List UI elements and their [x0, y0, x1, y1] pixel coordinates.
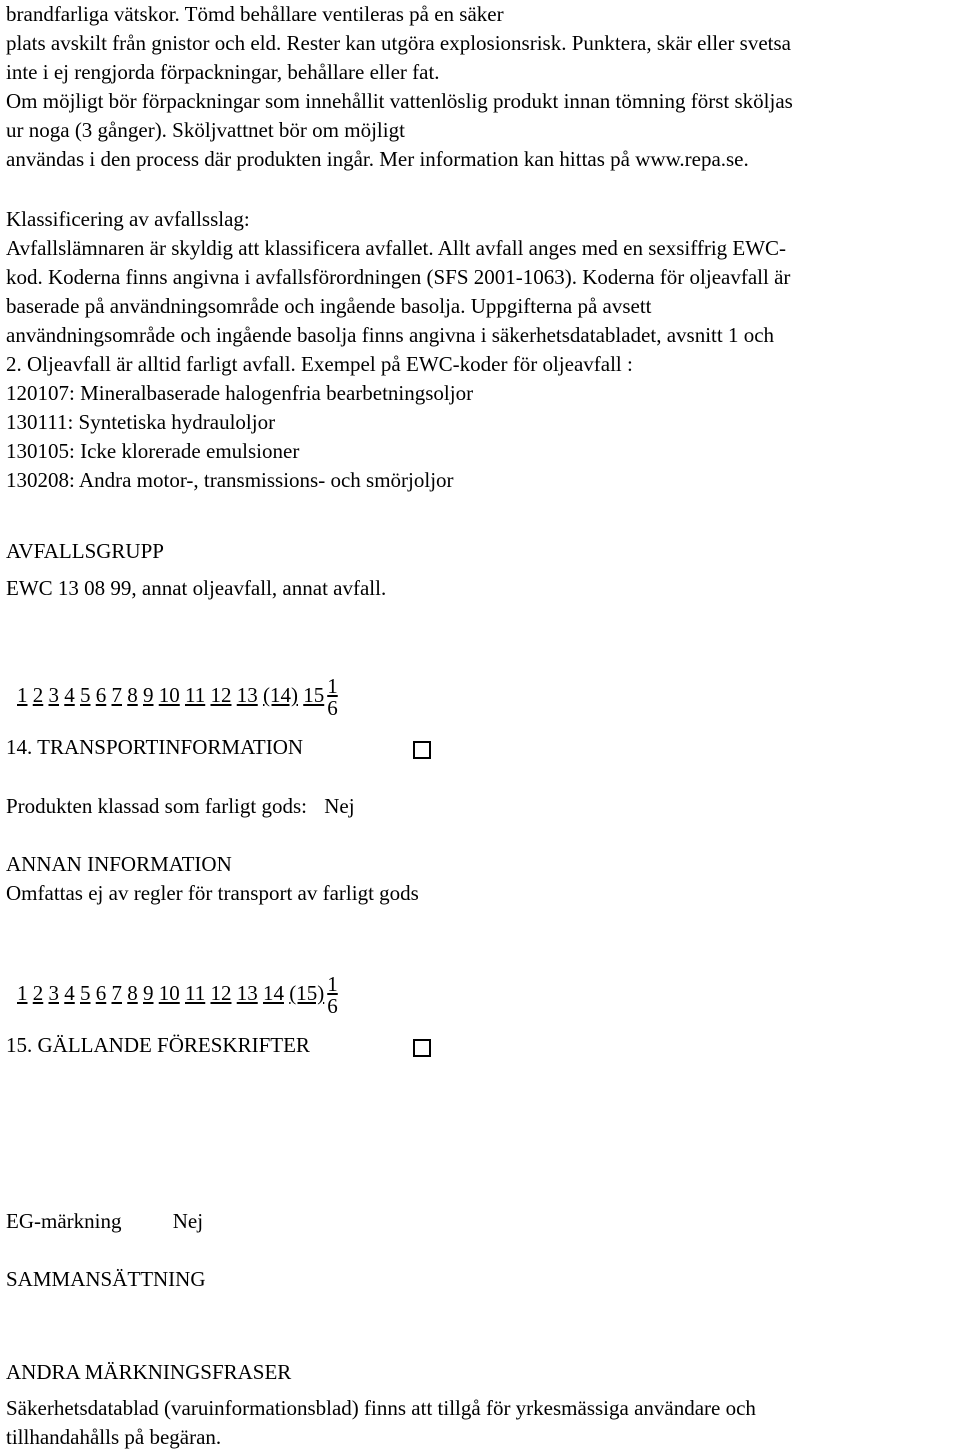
nav-link-12[interactable]: 12 — [210, 980, 232, 1005]
nav-link-16-bottom[interactable]: 6 — [327, 696, 338, 720]
nav-link-13[interactable]: 13 — [236, 682, 258, 707]
nav-link-1[interactable]: 1 — [17, 682, 28, 707]
eg-marking-label: EG-märkning — [6, 1209, 122, 1233]
nav-link-10[interactable]: 10 — [158, 980, 180, 1005]
section-14-title: 14. TRANSPORTINFORMATION — [6, 735, 304, 759]
nav-link-13[interactable]: 13 — [236, 980, 258, 1005]
nav-link-7[interactable]: 7 — [111, 682, 122, 707]
nav-link-9[interactable]: 9 — [143, 980, 154, 1005]
text-line: brandfarliga vätskor. Tömd behållare ventileras på en säker — [6, 2, 504, 26]
nav-link-7[interactable]: 7 — [111, 980, 122, 1005]
section-15-title: 15. GÄLLANDE FÖRESKRIFTER — [6, 1033, 310, 1057]
nav-link-11[interactable]: 11 — [185, 682, 206, 707]
text-line: användas i den process där produkten ingår. Mer information kan hittas på www.repa.se. — [6, 147, 749, 171]
text-line: Säkerhetsdatablad (varuinformationsblad) finns att tillgå för yrkesmässiga användare och — [6, 1396, 756, 1420]
section-nav — [17, 675, 338, 719]
nav-link-11[interactable]: 11 — [185, 980, 206, 1005]
other-phrases-heading: ANDRA MÄRKNINGSFRASER — [6, 1360, 292, 1384]
text-line: inte i ej rengjorda förpackningar, behållare eller fat. — [6, 60, 440, 84]
text-line: plats avskilt från gnistor och eld. Rester kan utgöra explosionsrisk. Punktera, skär eller svetsa — [6, 31, 791, 55]
text-line: Om möjligt bör förpackningar som innehållit vattenlöslig produkt innan tömning först sköljas — [6, 89, 793, 113]
eg-marking-row — [6, 1207, 203, 1236]
nav-link-2[interactable]: 2 — [32, 980, 44, 1005]
waste-group-value — [6, 574, 956, 603]
nav-link-4[interactable]: 4 — [64, 682, 75, 707]
nav-link-10[interactable]: 10 — [158, 682, 180, 707]
nav-link-4[interactable]: 4 — [64, 980, 75, 1005]
text-line: kod. Koderna finns angivna i avfallsförordningen (SFS 2001-1063). Koderna för oljeavfall är — [6, 265, 791, 289]
other-phrases — [6, 1358, 956, 1452]
text-line: Klassificering av avfallsslag: — [6, 207, 250, 231]
composition-heading: SAMMANSÄTTNING — [6, 1267, 206, 1291]
other-information-heading: ANNAN INFORMATION — [6, 852, 232, 876]
nav-link-6[interactable]: 6 — [95, 980, 107, 1005]
nav-link-3[interactable]: 3 — [48, 980, 59, 1005]
nav-link-9[interactable]: 9 — [143, 682, 154, 707]
text-line: tillhandahålls på begäran. — [6, 1425, 222, 1449]
nav-link-14[interactable]: 14 — [262, 980, 284, 1005]
classification-paragraph — [6, 205, 956, 495]
nav-link-16[interactable] — [327, 973, 338, 1017]
section-15-checkbox[interactable] — [413, 1039, 431, 1057]
ewc-code-line: 130105: Icke klorerade emulsioner — [6, 439, 300, 463]
section-nav — [17, 973, 338, 1017]
text-line: ur noga (3 gånger). Sköljvattnet bör om möjligt — [6, 118, 405, 142]
value-text: EWC 13 08 99, annat oljeavfall, annat avfall. — [6, 576, 387, 600]
nav-link-15-current[interactable]: (15) — [289, 980, 325, 1005]
section-14-checkbox[interactable] — [413, 741, 431, 759]
text-line: användningsområde och ingående basolja finns angivna i säkerhetsdatabladet, avsnitt 1 och — [6, 323, 775, 347]
dangerous-goods-row — [6, 792, 355, 821]
ewc-code-line: 130208: Andra motor-, transmissions- och smörjoljor — [6, 468, 454, 492]
text-line: baserade på användningsområde och ingående basolja. Uppgifterna på avsett — [6, 294, 652, 318]
nav-link-8[interactable]: 8 — [127, 682, 138, 707]
nav-link-3[interactable]: 3 — [48, 682, 59, 707]
nav-link-8[interactable]: 8 — [127, 980, 138, 1005]
nav-link-16[interactable] — [327, 675, 338, 719]
nav-link-14-current[interactable]: (14) — [262, 682, 298, 707]
nav-link-16-top[interactable]: 1 — [327, 674, 338, 698]
eg-marking-value: Nej — [172, 1209, 204, 1233]
other-information-text: Omfattas ej av regler för transport av farligt gods — [6, 881, 419, 905]
text-line: 2. Oljeavfall är alltid farligt avfall. Exempel på EWC-koder för oljeavfall : — [6, 352, 633, 376]
nav-link-5[interactable]: 5 — [80, 980, 91, 1005]
nav-link-2[interactable]: 2 — [32, 682, 44, 707]
ewc-code-line: 120107: Mineralbaserade halogenfria bearbetningsoljor — [6, 381, 474, 405]
text-line: Avfallslämnaren är skyldig att klassificera avfallet. Allt avfall anges med en sexsiffrig EWC- — [6, 236, 787, 260]
nav-link-5[interactable]: 5 — [80, 682, 91, 707]
disposal-paragraph — [6, 0, 956, 174]
nav-link-6[interactable]: 6 — [95, 682, 107, 707]
dangerous-goods-value: Nej — [324, 794, 355, 818]
heading-text: AVFALLSGRUPP — [6, 539, 164, 563]
nav-link-1[interactable]: 1 — [17, 980, 28, 1005]
nav-link-15[interactable]: 15 — [303, 682, 325, 707]
dangerous-goods-label: Produkten klassad som farligt gods: — [6, 794, 307, 818]
nav-link-16-bottom[interactable]: 6 — [327, 994, 338, 1018]
waste-group-heading — [6, 537, 956, 566]
nav-link-12[interactable]: 12 — [210, 682, 232, 707]
other-information — [6, 850, 956, 908]
nav-link-16-top[interactable]: 1 — [327, 972, 338, 996]
ewc-code-line: 130111: Syntetiska hydrauloljor — [6, 410, 276, 434]
